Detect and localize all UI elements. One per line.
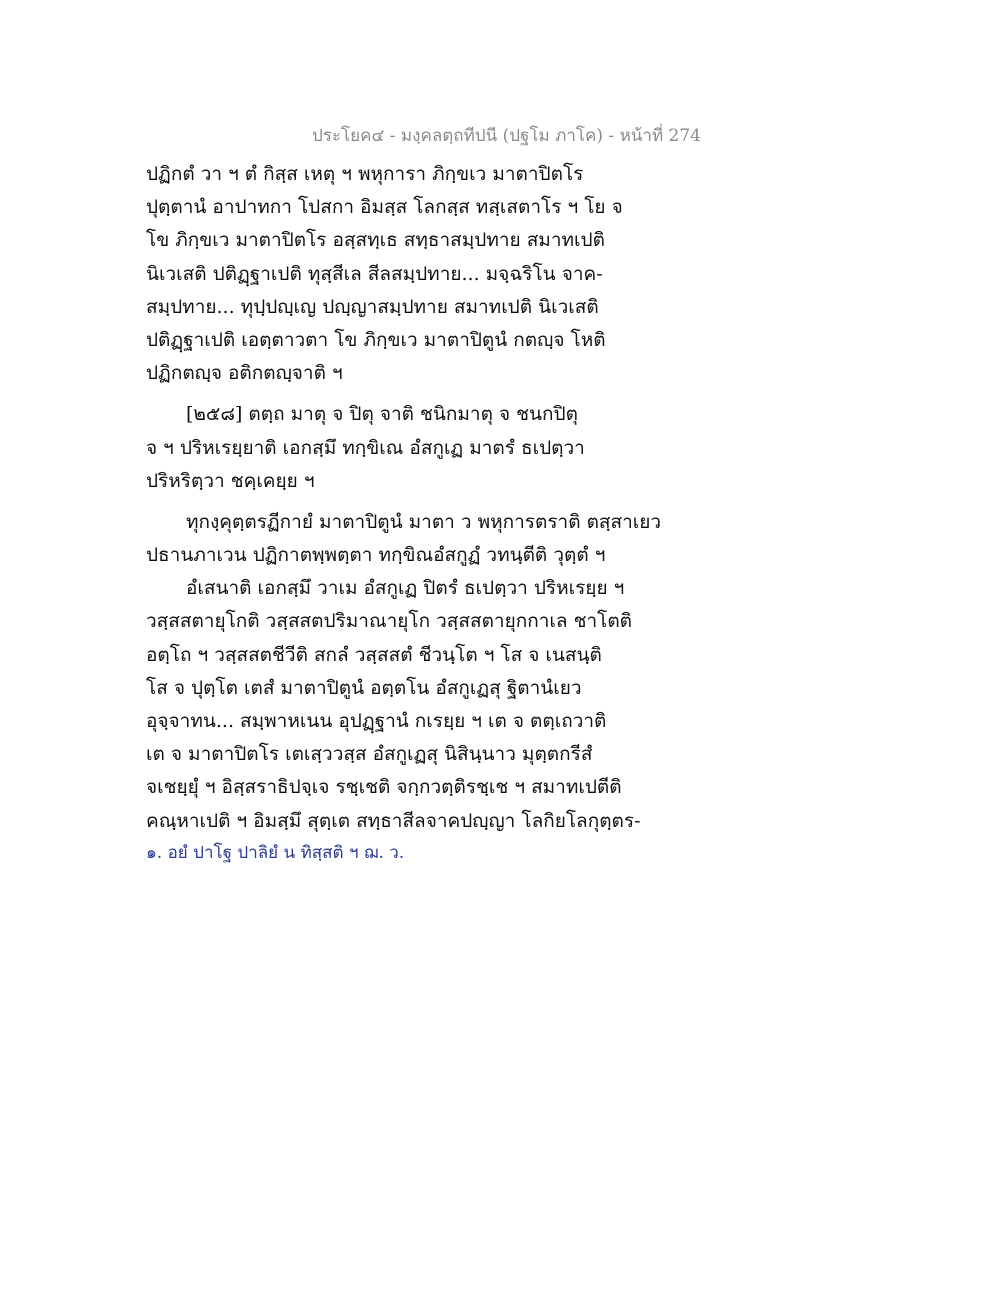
footnote: ๑. อยํ ปาโฐ ปาลิยํ น ทิสฺสติ ฯ ฌ. ว. [146, 842, 405, 863]
paragraph-start-line: [๒๕๘] ตตฺถ มาตุ จ ปิตุ จาติ ชนิกมาตุ จ ชนกปิตุ [186, 403, 578, 426]
text-line: สมฺปทาย... ทุปฺปญฺเญ ปญฺญาสมฺปทาย สมาทเปติ นิเวเสติ [146, 295, 599, 318]
text-line: ปติฏฺฐาเปติ เอตฺตาวตา โข ภิกฺขเว มาตาปิตูนํ กตญฺจ โหติ [146, 328, 606, 351]
paragraph-start-line: ทุกงฺคุตฺตรฏีกายํ มาตาปิตูนํ มาตา ว พหุการตราติ ตสฺสาเยว [186, 510, 662, 533]
paragraph-start-line: อํเสนาติ เอกสฺมึ วาเม อํสกูเฏ ปิตรํ ธเปตฺวา ปริหเรยฺย ฯ [186, 577, 625, 600]
body-text [146, 158, 676, 868]
text-line: นิเวเสติ ปติฏฺฐาเปติ ทุสฺสีเล สีลสมฺปทาย... มจฺฉริโน จาค- [146, 262, 603, 285]
text-line: อุจฺจาทน... สมฺพาหเนน อุปฏฺฐานํ กเรยฺย ฯ เต จ ตตฺเถวาติ [146, 710, 607, 732]
text-line: โส จ ปุตฺโต เตสํ มาตาปิตูนํ อตฺตโน อํสกูเฏสุ ฐิตานํเยว [146, 676, 582, 699]
page-header: ประโยค๔ - มงฺคลตฺถทีปนี (ปฐโม ภาโค) - หน้าที่ 274 [312, 126, 701, 146]
text-line: เต จ มาตาปิตโร เตเสฺววสฺส อํสกูเฏสุ นิสินฺนาว มุตฺตกรีสํ [146, 743, 593, 766]
text-line: โข ภิกฺขเว มาตาปิตโร อสฺสทฺเธ สทฺธาสมฺปทาย สมาทเปติ [146, 229, 605, 252]
text-line: ปริหริตฺวา ชคฺเคยฺย ฯ [146, 469, 315, 492]
text-line: คณฺหาเปติ ฯ อิมสฺมึ สุตฺเต สทฺธาสีลจาคปญฺญา โลกิยโลกุตฺตร- [146, 809, 641, 832]
text-line: ปธานภาเวน ปฏิกาตพฺพตฺตา ทกฺขิณอํสกูฏํ วทนฺตีติ วุตฺตํ ฯ [146, 544, 606, 567]
text-line: ปฏิกตํ วา ฯ ตํ กิสฺส เหตุ ฯ พหุการา ภิกฺขเว มาตาปิตโร [146, 163, 584, 185]
text-line: จเชยฺยุํ ฯ อิสฺสราธิปจฺเจ รชฺเชติ จกฺกวตฺติรชฺเช ฯ สมาทเปตีติ [146, 776, 622, 799]
text-line: ปฏิกตญฺจ อติกตญฺจาติ ฯ [146, 362, 343, 385]
text-line: วสฺสสตายุโกติ วสฺสสตปริมาณายุโก วสฺสสตายุกกาเล ชาโตติ [146, 610, 633, 633]
text-line: จ ฯ ปริหเรยฺยาติ เอกสฺมึ ทกฺขิเณ อํสกูเฏ มาตรํ ธเปตฺวา [146, 436, 585, 459]
text-line: ปุตฺตานํ อาปาทกา โปสกา อิมสฺส โลกสฺส ทสฺเสตาโร ฯ โย จ [146, 196, 623, 219]
text-line: อตฺโถ ฯ วสฺสสตชีวีติ สกลํ วสฺสสตํ ชีวนฺโต ฯ โส จ เนสนฺติ [146, 643, 602, 666]
